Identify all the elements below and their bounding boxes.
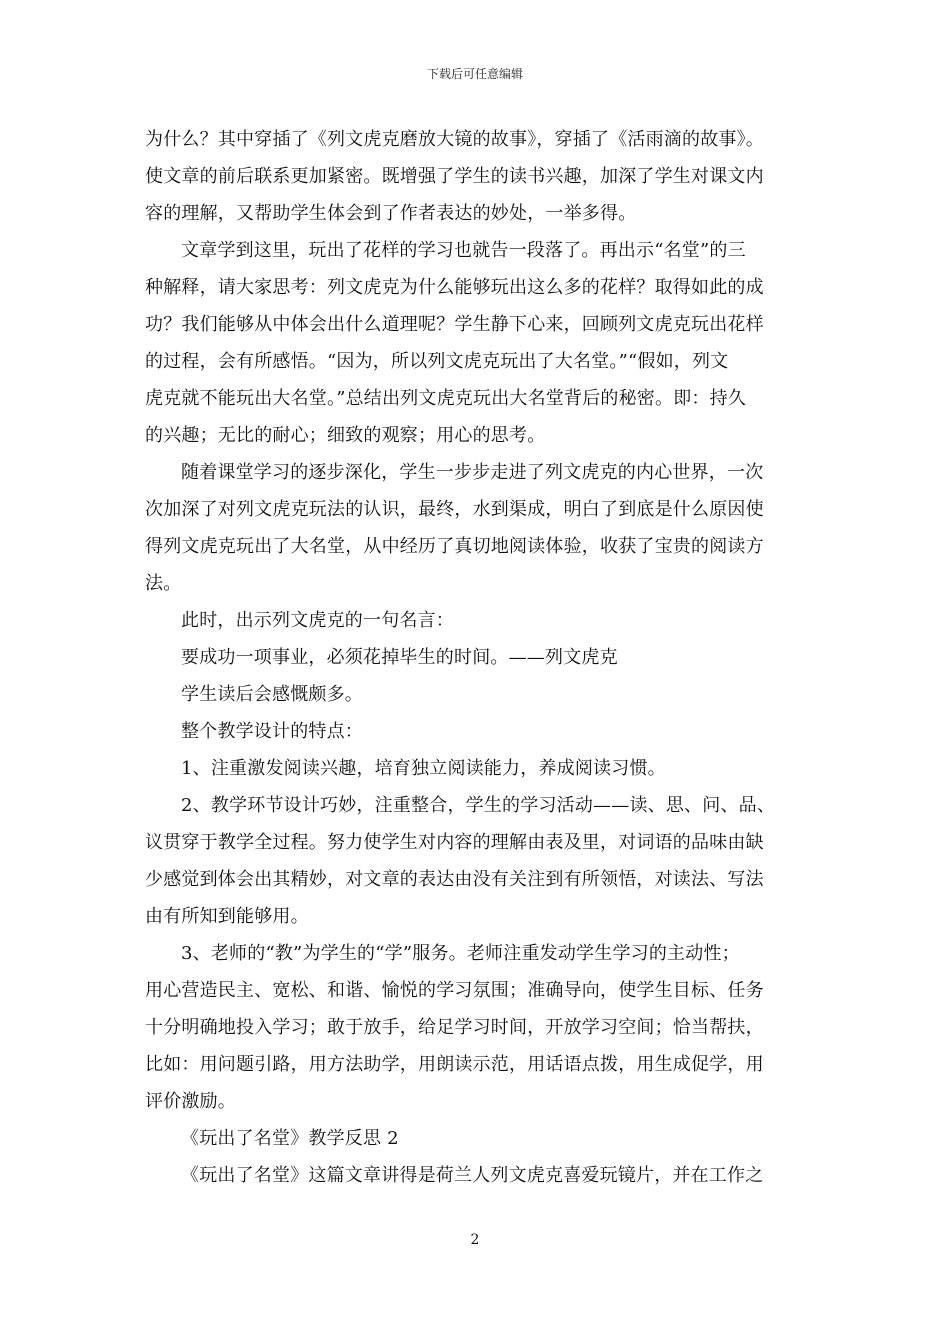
text-line: 十分明确地投入学习；敢于放手，给足学习时间，开放学习空间；恰当帮扶， [145,1017,764,1038]
text-line: 由有所知到能够用。 [145,906,309,927]
paragraph-start-line: 随着课堂学习的逐步深化，学生一步步走进了列文虎克的内心世界，一次 [181,462,764,483]
text-line: 容的理解，又帮助学生体会到了作者表达的妙处，一举多得。 [145,203,637,224]
page-header: 下载后可任意编辑 [426,67,523,81]
paragraph-start-line: 文章学到这里，玩出了花样的学习也就告一段落了。再出示“名堂”的三 [181,240,746,261]
article-title-line: 《玩出了名堂》教学反思 2 [181,1128,399,1149]
text-line: 评价激励。 [145,1091,236,1112]
text-line: 比如：用问题引路，用方法助学，用朗读示范，用话语点拨，用生成促学，用 [145,1054,764,1075]
paragraph-start-line: 此时，出示列文虎克的一句名言： [181,610,454,631]
list-item-line: 2、教学环节设计巧妙，注重整合，学生的学习活动——读、思、问、品、 [181,795,776,816]
paragraph-start-line: 学生读后会感慨颇多。 [181,684,363,705]
quote-line: 要成功一项事业，必须花掉毕生的时间。——列文虎克 [181,647,618,668]
text-line: 使文章的前后联系更加紧密。既增强了学生的读书兴趣，加深了学生对课文内 [145,166,764,187]
text-line: 的兴趣；无比的耐心；细致的观察；用心的思考。 [145,425,546,446]
paragraph-start-line: 《玩出了名堂》这篇文章讲得是荷兰人列文虎克喜爱玩镜片，并在工作之 [181,1165,764,1186]
text-line: 用心营造民主、宽松、和谐、愉悦的学习氛围；准确导向，使学生目标、任务 [145,980,764,1001]
text-line: 得列文虎克玩出了大名堂，从中经历了真切地阅读体验，收获了宝贵的阅读方 [145,536,764,557]
list-item-line: 1、注重激发阅读兴趣，培育独立阅读能力，养成阅读习惯。 [181,758,666,779]
text-line: 为什么？其中穿插了《列文虎克磨放大镜的故事》，穿插了《活雨滴的故事》。 [145,129,764,150]
section-heading-line: 整个教学设计的特点： [181,721,363,742]
text-line: 少感觉到体会出其精妙，对文章的表达由没有关注到有所领悟，对读法、写法 [145,869,764,890]
text-line: 次加深了对列文虎克玩法的认识，最终，水到渠成，明白了到底是什么原因使 [145,499,764,520]
text-line: 议贯穿于教学全过程。努力使学生对内容的理解由表及里，对词语的品味由缺 [145,832,764,853]
text-line: 种解释，请大家思考：列文虎克为什么能够玩出这么多的花样？取得如此的成 [145,277,764,298]
text-line: 法。 [145,573,182,594]
document-body [145,121,810,1194]
list-item-line: 3、老师的“教”为学生的“学”服务。老师注重发动学生学习的主动性； [181,943,740,964]
text-line: 虎克就不能玩出大名堂。”总结出列文虎克玩出大名堂背后的秘密。即：持久 [145,388,746,409]
text-line: 功？我们能够从中体会出什么道理呢？学生静下心来，回顾列文虎克玩出花样 [145,314,764,335]
page-number: 2 [470,1232,480,1248]
text-line: 的过程，会有所感悟。“因为，所以列文虎克玩出了大名堂。”“假如，列文 [145,351,729,372]
